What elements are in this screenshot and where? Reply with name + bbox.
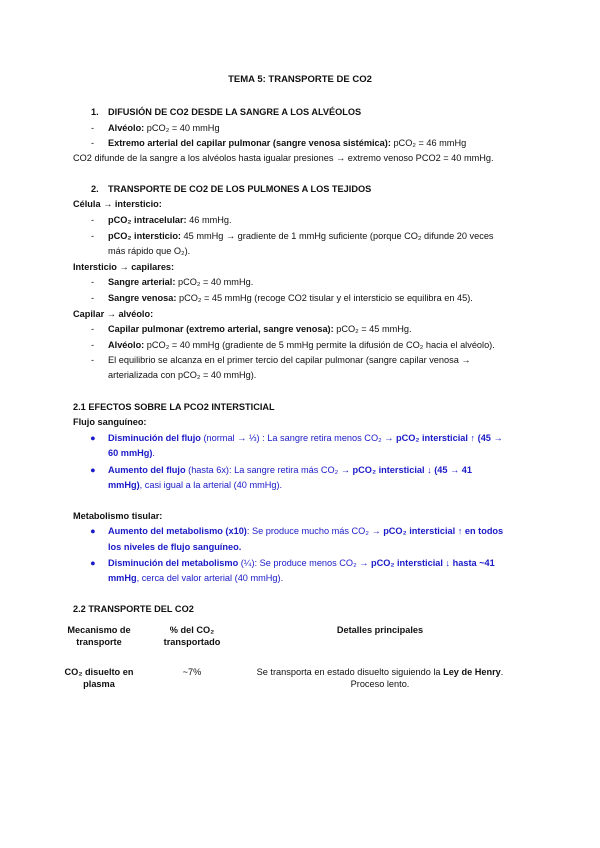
paragraph: CO2 difunde de la sangre a los alvéolos hasta igualar presiones → extremo venoso PCO2 = 40 mmHg. xyxy=(73,153,494,163)
list-item-continued: 60 mmHg). xyxy=(108,448,155,458)
table-header-details: Detalles principales xyxy=(336,625,424,635)
page-title: TEMA 5: TRANSPORTE DE CO2 xyxy=(228,74,372,85)
bullet-dot: ● xyxy=(90,526,96,536)
bullet-dot: ● xyxy=(90,465,96,475)
group-heading: Flujo sanguíneo: xyxy=(73,417,147,427)
list-item: Sangre venosa: pCO₂ = 45 mmHg (recoge CO2 tisular y el intersticio se equilibra en 45). xyxy=(108,293,473,303)
list-dash: - xyxy=(91,215,95,225)
list-item: Capilar pulmonar (extremo arterial, sangre venosa): pCO₂ = 45 mmHg. xyxy=(108,324,412,334)
list-item: Disminución del metabolismo (¼): Se produce menos CO₂ → pCO₂ intersticial ↓ hasta ~41 xyxy=(108,558,495,568)
group-heading: Capilar → alvéolo: xyxy=(73,309,154,319)
list-item: pCO₂ intracelular: 46 mmHg. xyxy=(108,215,232,225)
table-header-percent: % del CO₂ transportado xyxy=(163,625,221,647)
list-dash: - xyxy=(91,277,95,287)
list-item-continued: mmHg, cerca del valor arterial (40 mmHg). xyxy=(108,573,284,583)
list-dash: - xyxy=(91,355,95,365)
list-item: Disminución del flujo (normal → ⅓) : La sangre retira menos CO₂ → pCO₂ intersticial ↑ (45 → xyxy=(108,433,503,443)
list-item-continued: arterializada con pCO₂ = 40 mmHg). xyxy=(108,370,257,380)
table-cell-details: Se transporta en estado disuelto siguiendo la Ley de Henry. Proceso lento. xyxy=(256,667,504,689)
list-item-continued: los niveles de flujo sanguíneo. xyxy=(108,542,242,552)
group-heading: Intersticio → capilares: xyxy=(73,262,175,272)
list-dash: - xyxy=(91,231,95,241)
list-item: Alvéolo: pCO₂ = 40 mmHg xyxy=(108,123,220,133)
section-2-number: 2. xyxy=(91,184,99,194)
list-dash: - xyxy=(91,293,95,303)
list-item-continued: mmHg), casi igual a la arterial (40 mmHg). xyxy=(108,480,283,490)
list-item: Alvéolo: pCO₂ = 40 mmHg (gradiente de 5 mmHg permite la difusión de CO₂ hacia el alvéolo). xyxy=(108,340,495,350)
list-item: Extremo arterial del capilar pulmonar (sangre venosa sistémica): pCO₂ = 46 mmHg xyxy=(108,138,467,148)
list-dash: - xyxy=(91,138,95,148)
bullet-dot: ● xyxy=(90,558,96,568)
section-1-number: 1. xyxy=(91,107,99,117)
section-2-2-heading: 2.2 TRANSPORTE DEL CO2 xyxy=(73,604,194,614)
group-heading: Célula → intersticio: xyxy=(73,199,162,209)
bullet-dot: ● xyxy=(90,433,96,443)
list-item: pCO₂ intersticio: 45 mmHg → gradiente de 1 mmHg suficiente (porque CO₂ difunde 20 veces xyxy=(108,231,494,241)
list-item: Aumento del metabolismo (x10): Se produce mucho más CO₂ → pCO₂ intersticial ↑ en todos xyxy=(108,526,504,536)
list-dash: - xyxy=(91,123,95,133)
list-item-continued: más rápido que O₂). xyxy=(108,246,191,256)
table-cell-percent: ~7% xyxy=(182,667,202,677)
list-item: El equilibrio se alcanza en el primer tercio del capilar pulmonar (sangre capilar venosa → xyxy=(108,355,471,365)
list-item: Aumento del flujo (hasta 6x): La sangre retira más CO₂ → pCO₂ intersticial ↓ (45 → 41 xyxy=(108,465,473,475)
section-1-heading: DIFUSIÓN DE CO2 DESDE LA SANGRE A LOS ALVÉOLOS xyxy=(108,107,362,117)
group-heading: Metabolismo tisular: xyxy=(73,511,163,521)
table-header-mechanism: Mecanismo de transporte xyxy=(67,625,131,647)
list-item: Sangre arterial: pCO₂ = 40 mmHg. xyxy=(108,277,254,287)
list-dash: - xyxy=(91,340,95,350)
section-2-1-heading: 2.1 EFECTOS SOBRE LA PCO2 INTERSTICIAL xyxy=(73,402,275,412)
table-cell-mechanism: CO₂ disuelto en plasma xyxy=(64,667,134,689)
list-dash: - xyxy=(91,324,95,334)
section-2-heading: TRANSPORTE DE CO2 DE LOS PULMONES A LOS TEJIDOS xyxy=(108,184,372,194)
